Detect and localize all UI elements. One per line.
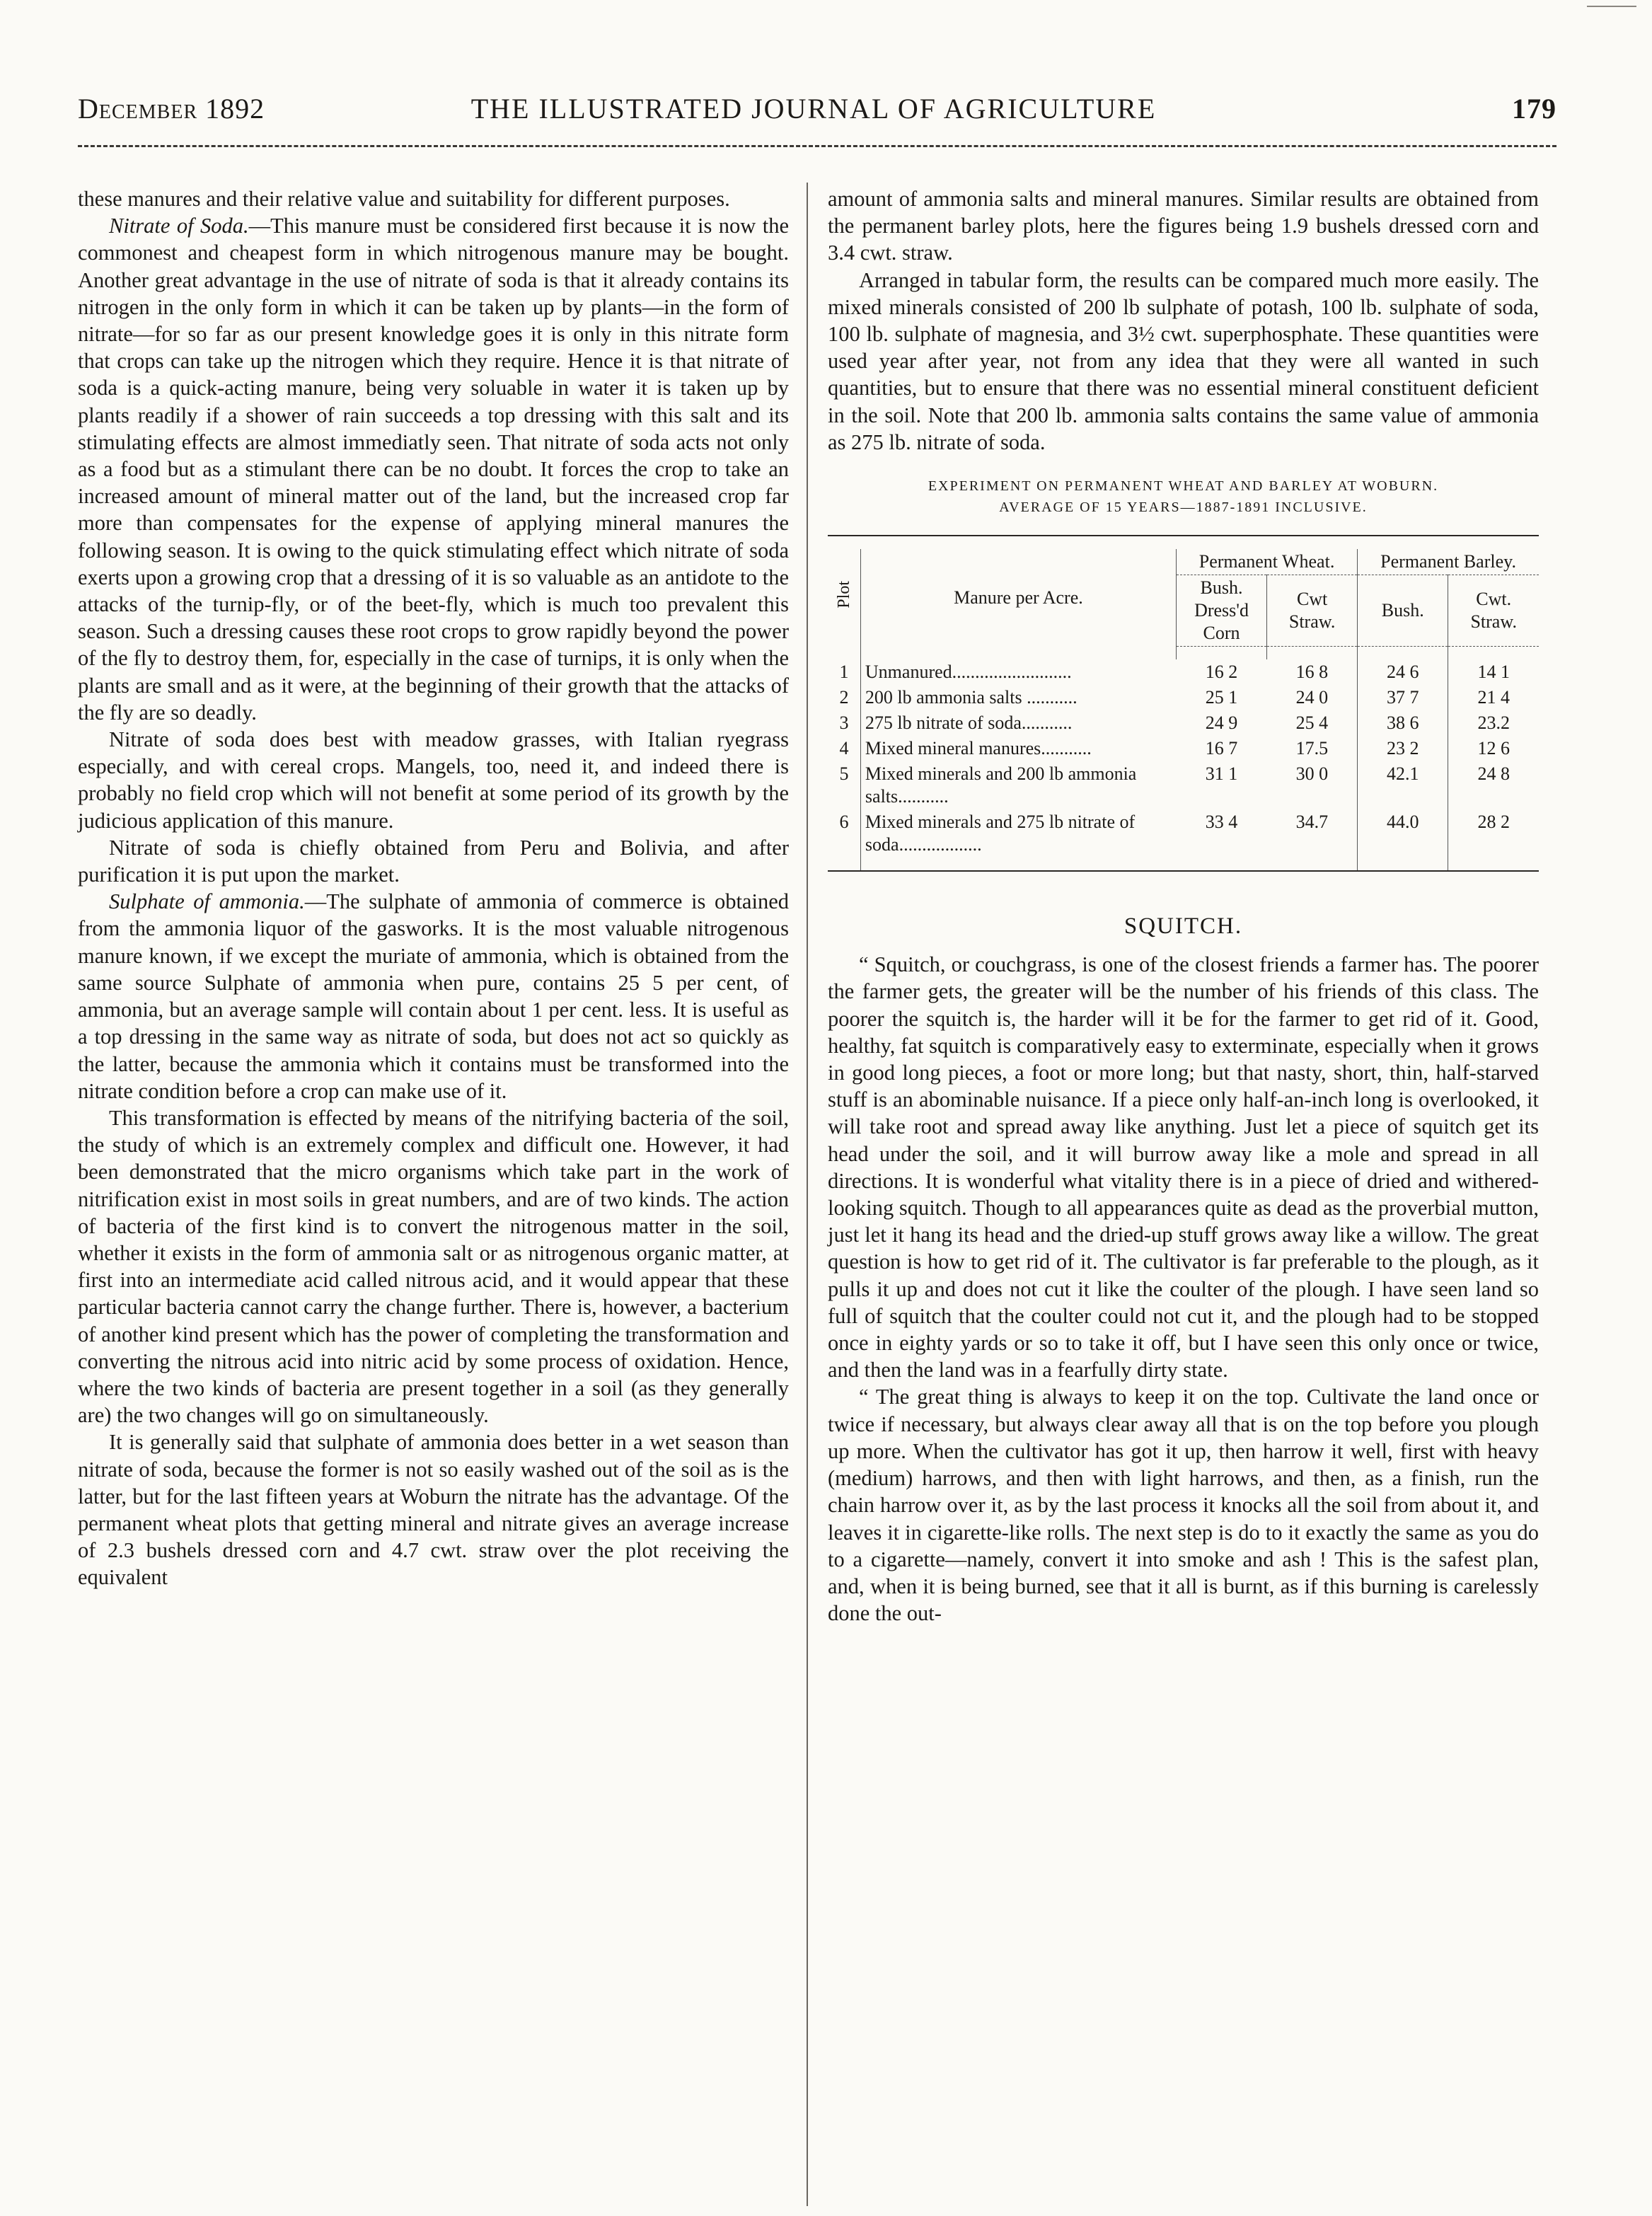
section-title-squitch: SQUITCH. [1124,913,1243,940]
experiment-table-wrapper [828,535,1539,872]
header-journal-title: THE ILLUSTRATED JOURNAL OF AGRICULTURE [470,93,1157,125]
paragraph: “ Squitch, or couchgrass, is one of the closest friends a farmer has. The poorer the farmer gets, the greater will be the number of his friends of this class. The poorer the squitch is, the harder will it be for the farmer to get rid of it. Good, healthy, fat squitch is comparatively easy to exterminate, especially when it grows in good long pieces, a foot or more long; but that nasty, short, thin, half-starved stuff is an abominable nuisance. If a piece only half-an-inch long is overlooked, it will take root and spread away like anything. Just let a piece of squitch get its head under the soil, and it will burrow away like a mole and spread in all directions. It is wonderful what vitality there is in a piece of dried and withered-looking squitch. Though to all appearances quite as dead as the proverbial mutton, just let it hang its head and the dried-up stuff grows away like a willow. The great question is how to get rid of it. The cultivator is far preferable to the plough, as it pulls it up and does not cut it like the coulter of the plough. I have seen land so full of squitch that the coulter could not cut it, and the plough had to be stopped once in eighty yards or so to take it off, but I have seen this only once or twice, and then the land was in a fearfully dirty state. [828,952,1539,1383]
page-header [78,92,1556,142]
right-column [828,185,1539,2209]
paragraph: Arranged in tabular form, the results can be compared much more easily. The mixed minerals consisted of 200 lb sulphate of potash, 100 lb. sulphate of soda, 100 lb. sulphate of magnesia, and 3½ cwt. superphosphate. These quantities were used year after year, not from any idea that they were all wanted in such quantities, but to ensure that there was no essential mineral constituent deficient in the soil. Note that 200 lb. ammonia salts contains the same value of ammonia as 275 lb. nitrate of soda. [828,267,1539,454]
experiment-table [828,535,1539,872]
table-row: 4 Mixed mineral manures........... 16 7 17.5 23 2 12 6 [828,736,1539,761]
paragraph: It is generally said that sulphate of ammonia does better in a wet season than nitrate of soda, because the former is not so easily washed out of the soil as is the latter, but for the last fifteen years at Woburn the nitrate has the advantage. Of the permanent wheat plots that getting mineral and nitrate gives an average increase of 2.3 bushels dressed corn and 4.7 cwt. straw over the plot receiving the equivalent [78,1430,789,1590]
table-row: 2 200 lb ammonia salts ........... 25 1 24 0 37 7 21 4 [828,685,1539,710]
corner-mark [1587,6,1636,7]
wheat-header: Permanent Wheat. [1176,549,1357,575]
column-divider [807,183,808,2206]
paragraph: Nitrate of soda is chiefly obtained from Peru and Bolivia, and after purification it is put upon the market. [78,835,789,887]
plot-header: Plot [828,549,860,647]
paragraph: these manures and their relative value and suitability for different purposes. [78,187,730,211]
table-row: 5 Mixed minerals and 200 lb ammonia salts........... 31 1 30 0 42.1 24 8 [828,761,1539,809]
table-row: 6 Mixed minerals and 275 lb nitrate of soda.................. 33 4 34.7 44.0 28 2 [828,809,1539,858]
col-barley-cwt: Cwt. Straw. [1448,575,1539,647]
paragraph: This transformation is effected by means of the nitrifying bacteria of the soil, the study of which is an extremely complex and difficult one. However, it had been demonstrated that the micro organisms which take part in the work of nitrification exist in most soils in great numbers, and are of two kinds. The action of bacteria of the first kind is to convert the nitrogenous matter in the soil, whether it exists in the form of ammonia salt or as nitrogenous organic matter, at first into an intermediate acid called nitrous acid, and it would appear that these particular bacteria cannot carry the change further. There is, however, a bacterium of another kind present which has the power of completing the transformation and converting the nitrous acid into nitric acid by some process of oxidation. Hence, where the two kinds of bacteria are present together in a soil (as they generally are) the two changes will go on simultaneously. [78,1105,789,1428]
header-page-number: 179 [1512,93,1556,125]
paragraph-nitrate-of-soda [78,212,789,726]
table-caption-line-1: EXPERIMENT ON PERMANENT WHEAT AND BARLEY AT WOBURN. [928,478,1439,495]
paragraph: Nitrate of soda does best with meadow grasses, with Italian ryegrass especially, and with cereal crops. Mangels, too, need it, and indeed there is probably no field crop which will not benefit at some period of its growth by the judicious application of this manure. [78,727,789,833]
paragraph-sulphate-of-ammonia [78,888,789,1104]
subheading-sulphate-of-ammonia: Sulphate of ammonia. [109,889,305,914]
col-wheat-bush: Bush. Dress'd Corn [1176,575,1266,647]
subheading-nitrate-of-soda: Nitrate of Soda. [109,214,249,238]
table-caption-line-2: AVERAGE OF 15 YEARS—1887-1891 INCLUSIVE. [999,500,1368,516]
left-column [78,185,789,2209]
manure-header: Manure per Acre. [954,587,1083,608]
barley-header: Permanent Barley. [1358,549,1539,575]
table-caption [828,475,1539,518]
header-rule [78,145,1556,147]
paragraph-body: —This manure must be considered first because it is now the commonest and cheapest form in which nitrogenous manure may be bought. Another great advantage in the use of nitrate of soda is that it already contains its nitrogen in the only form in which it can be taken up by plants—in the form of nitrate—for so far as our present knowledge goes it is only in this nitrate form that crops can take up the nitrogen which they require. Hence it is that nitrate of soda is a quick-acting manure, being very soluable in water it is taken up by plants readily if a shower of rain succeeds a top dressing with this salt and its stimulating effects are almost immediatly seen. That nitrate of soda acts not only as a food but as a stimulant there can be no doubt. It forces the crop to take an increased amount of mineral matter out of the land, but the increased crop far more than compensates for the expense of applying mineral manures the following season. It is owing to the quick stimulating effect which nitrate of soda exerts upon a growing crop that a dressing of it is so valuable as an antidote to the attacks of the turnip-fly, or of the beet-fly, which is much too prevalent this season. Such a dressing causes these root crops to grow rapidly beyond the power of the fly to destroy them, for, especially in the case of turnips, it is only when the plants are small and as it were, at the beginning of their growth that the attacks of the fly are so deadly. [78,214,789,725]
paragraph: “ The great thing is always to keep it on the top. Cultivate the land once or twice if necessary, but always clear away all that is on the top before you plough up more. When the cultivator has got it up, then harrow it well, first with heavy (medium) harrows, and then with light harrows, and then, as a finish, run the chain harrow over it, as by the last process it knocks all the soil from about it, and leaves it in cigarette-like rolls. The next step is do to it exactly the same as you do to a cigarette—namely, convert it into smoke and ash ! This is the safest plan, and, when it is being burned, see that it all is burnt, as if this burning is carelessly done the out- [828,1385,1539,1626]
paragraph: amount of ammonia salts and mineral manures. Similar results are obtained from the permanent barley plots, here the figures being 1.9 bushels dressed corn and 3.4 cwt. straw. [828,187,1539,265]
header-date: December 1892 [78,93,265,125]
table-row: 3 275 lb nitrate of soda........... 24 9 25 4 38 6 23.2 [828,710,1539,736]
paragraph-body: —The sulphate of ammonia of commerce is obtained from the ammonia liquor of the gasworks. It is the most valuable nitrogenous manure known, if we except the muriate of ammonia, which is obtained from the same source Sulphate of ammonia when pure, contains 25 5 per cent, of ammonia, but an average sample will contain about 1 per cent. less. It is useful as a top dressing in the same way as nitrate of soda, but does not act so quickly as the latter, because the ammonia which it contains must be transformed into the nitrate condition before a crop can make use of it. [78,889,789,1103]
col-barley-bush: Bush. [1358,575,1448,647]
col-wheat-cwt: Cwt Straw. [1267,575,1358,647]
table-row: 1 Unmanured.......................... 16 2 16 8 24 6 14 1 [828,659,1539,685]
